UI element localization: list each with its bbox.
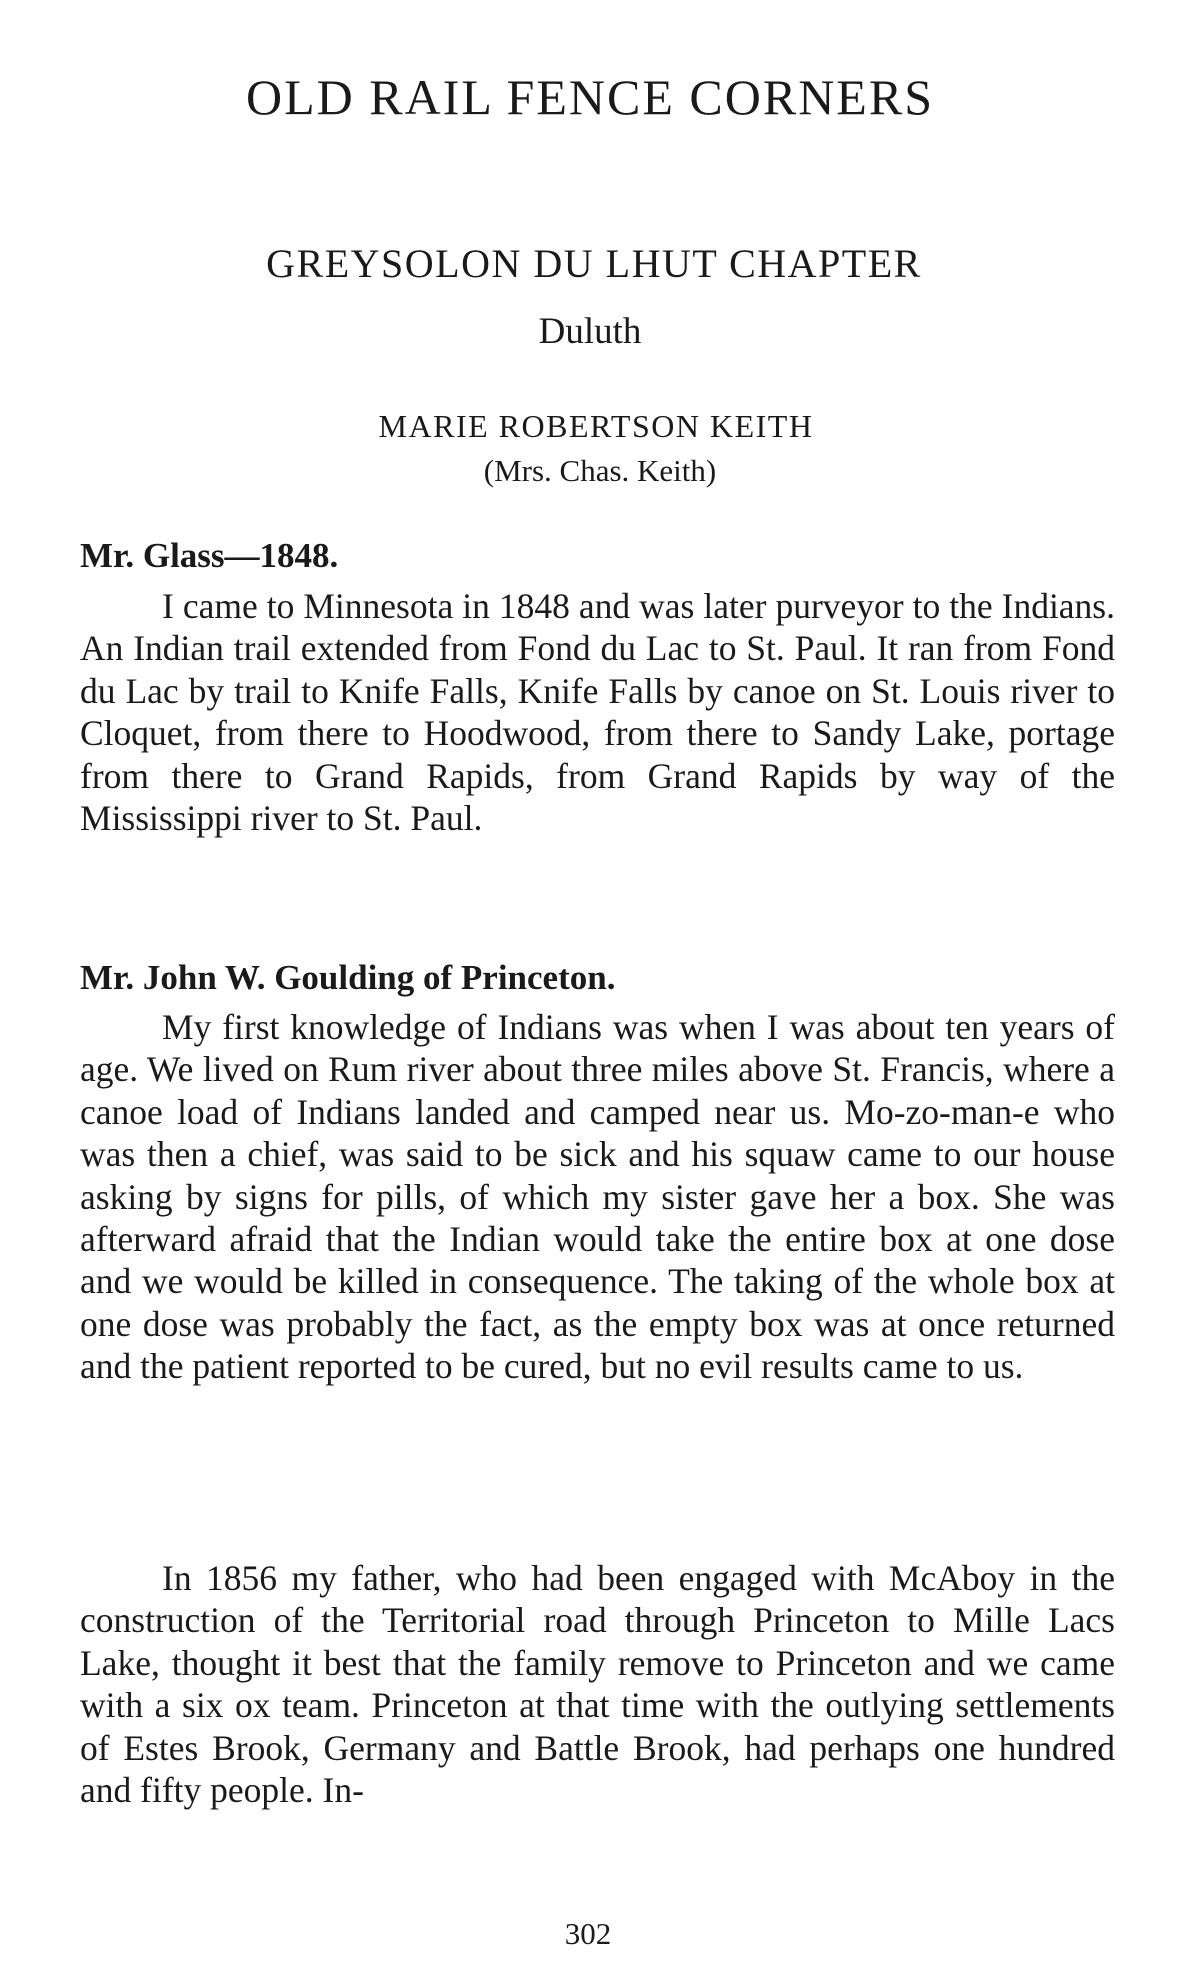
author-alias: (Mrs. Chas. Keith) <box>483 453 717 488</box>
chapter-title: GREYSOLON DU LHUT CHAPTER <box>266 241 922 286</box>
running-head: OLD RAIL FENCE CORNERS <box>245 69 935 125</box>
section-heading-goulding: Mr. John W. Goulding of Princeton. <box>80 958 616 997</box>
paragraph-goulding-2: In 1856 my father, who had been engaged with McAboy in the construction of the Territorial road through Princeton to Mille Lacs Lake, thought it best that the family remove to Princeton and we came with a six ox team. Princeton at that time with the outlying settlements of Estes Brook, Germany and Battle Brook, had perhaps one hundred and fifty people. In- <box>80 1558 1115 1811</box>
section-heading-glass: Mr. Glass—1848. <box>80 536 339 575</box>
author-name: MARIE ROBERTSON KEITH <box>378 408 814 444</box>
paragraph-goulding-1: My first knowledge of Indians was when I was about ten years of age. We lived on Rum river about three miles above St. Francis, where a canoe load of Indians landed and camped near us. Mo-zo-man-e who was then a chief, was said to be sick and his squaw came to our house asking by signs for pills, of which my sister gave her a box. She was afterward afraid that the Indian would take the entire box at one dose and we would be killed in consequence. The taking of the whole box at one dose was probably the fact, as the empty box was at once returned and the patient reported to be cured, but no evil results came to us. <box>80 1007 1115 1387</box>
chapter-place: Duluth <box>538 311 642 352</box>
paragraph-glass: I came to Minnesota in 1848 and was later purveyor to the Indians. An Indian trail extended from Fond du Lac to St. Paul. It ran from Fond du Lac by trail to Knife Falls, Knife Falls by canoe on St. Louis river to Cloquet, from there to Hoodwood, from there to Sandy Lake, portage from there to Grand Rapids, from Grand Rapids by way of the Mississippi river to St. Paul. <box>80 586 1115 839</box>
book-page <box>80 0 1120 1985</box>
page-number: 302 <box>564 1916 612 1951</box>
